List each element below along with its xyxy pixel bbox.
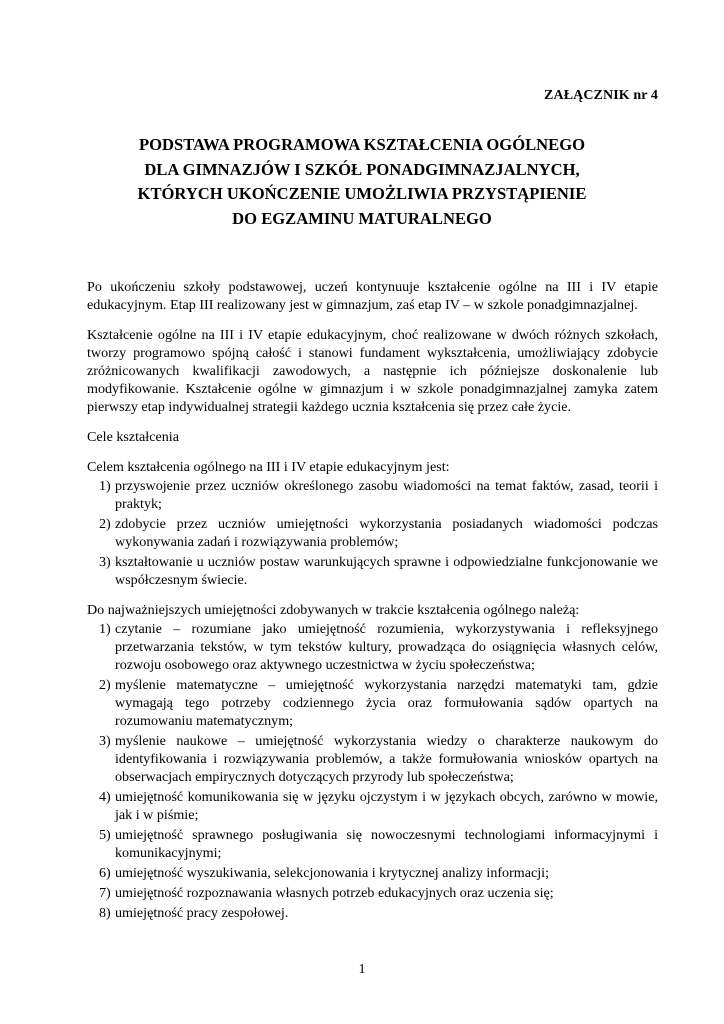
list-item-text: umiejętność wyszukiwania, selekcjonowania i krytycznej analizy informacji; xyxy=(115,865,550,881)
list-item-text: umiejętność rozpoznawania własnych potrzeb edukacyjnych oraz uczenia się; xyxy=(115,885,554,901)
list-item-text: kształtowanie u uczniów postaw warunkujących sprawne i odpowiedzialne funkcjonowanie we współczesnym świecie. xyxy=(115,554,658,588)
list-item xyxy=(87,864,658,882)
document-title xyxy=(0,133,724,231)
list-item-text: umiejętność sprawnego posługiwania się nowoczesnymi technologiami informacyjnymi i komunikacyjnymi; xyxy=(115,827,658,861)
list-item xyxy=(87,884,658,902)
list-item-number: 3) xyxy=(99,733,111,749)
list-item-number: 4) xyxy=(99,789,111,805)
list-item-text: przyswojenie przez uczniów określonego zasobu wiadomości na temat faktów, zasad, teorii i praktyk; xyxy=(115,478,658,512)
document-body xyxy=(87,278,658,934)
list-item-number: 5) xyxy=(99,827,111,843)
list-item-text: myślenie matematyczne – umiejętność wykorzystania narzędzi matematyki tam, gdzie wymagają tego potrzeby codziennego życia oraz formułowania sądów opartych na rozumowaniu matematycznym; xyxy=(115,677,658,729)
list-item-text: umiejętność pracy zespołowej. xyxy=(115,905,289,921)
list-item-text: zdobycie przez uczniów umiejętności wykorzystania posiadanych wiadomości podczas wykonywania zadań i rozwiązywania problemów; xyxy=(115,516,658,550)
skills-list xyxy=(87,620,658,922)
skills-intro: Do najważniejszych umiejętności zdobywanych w trakcie kształcenia ogólnego należą: xyxy=(87,602,580,618)
list-item xyxy=(87,477,658,513)
page-number: 1 xyxy=(358,962,366,977)
goals-list xyxy=(87,477,658,589)
list-item-number: 3) xyxy=(99,554,111,570)
list-item-number: 1) xyxy=(99,478,111,494)
list-item-number: 1) xyxy=(99,621,111,637)
title-line: DLA GIMNAZJÓW I SZKÓŁ PONADGIMNAZJALNYCH, xyxy=(144,159,580,179)
list-item-number: 7) xyxy=(99,885,111,901)
list-item-text: umiejętność komunikowania się w języku ojczystym i w językach obcych, zarówno w mowie, jak i w piśmie; xyxy=(115,789,658,823)
list-item xyxy=(87,676,658,730)
goals-intro: Celem kształcenia ogólnego na III i IV etapie edukacyjnym jest: xyxy=(87,459,450,475)
description-paragraph: Kształcenie ogólne na III i IV etapie edukacyjnym, choć realizowane w dwóch różnych szkołach, tworzy programowo spójną całość i stanowi fundament wykształcenia, umożliwiający zdobycie zróżnicowanych kwalifikacji zawodowych, a następnie ich późniejsze doskonalenie lub modyfikowanie. Kształcenie ogólne w gimnazjum i w szkole ponadgimnazjalnej zamyka zatem pierwszy etap indywidualnej strategii każdego ucznia kształcenia się przez całe życie. xyxy=(87,327,658,415)
list-item-number: 8) xyxy=(99,905,111,921)
list-item xyxy=(87,515,658,551)
list-item xyxy=(87,620,658,674)
list-item xyxy=(87,904,658,922)
list-item xyxy=(87,732,658,786)
list-item xyxy=(87,788,658,824)
title-line: KTÓRYCH UKOŃCZENIE UMOŻLIWIA PRZYSTĄPIENIE xyxy=(137,184,587,203)
list-item-number: 2) xyxy=(99,516,111,532)
intro-paragraph: Po ukończeniu szkoły podstawowej, uczeń kontynuuje kształcenie ogólne na III i IV etapie edukacyjnym. Etap III realizowany jest w gimnazjum, zaś etap IV – w szkole ponadgimnazjalnej. xyxy=(87,279,658,313)
list-item-text: czytanie – rozumiane jako umiejętność rozumienia, wykorzystywania i refleksyjnego przetwarzania tekstów, w tym tekstów kultury, prowadząca do osiągnięcia własnych celów, rozwoju osobowego oraz aktywnego uczestnictwa w życiu społeczeństwa; xyxy=(115,621,658,673)
list-item-number: 6) xyxy=(99,865,111,881)
list-item-number: 2) xyxy=(99,677,111,693)
list-item xyxy=(87,826,658,862)
list-item-text: myślenie naukowe – umiejętność wykorzystania wiedzy o charakterze naukowym do identyfikowania i rozwiązywania problemów, a także formułowania wniosków opartych na obserwacjach empirycznych dotyczących przyrody lub społeczeństwa; xyxy=(115,733,658,785)
list-item xyxy=(87,553,658,589)
annex-label: ZAŁĄCZNIK nr 4 xyxy=(544,88,658,103)
title-line: PODSTAWA PROGRAMOWA KSZTAŁCENIA OGÓLNEGO xyxy=(138,135,586,154)
title-line: DO EGZAMINU MATURALNEGO xyxy=(232,208,492,228)
section-heading: Cele kształcenia xyxy=(87,429,179,445)
